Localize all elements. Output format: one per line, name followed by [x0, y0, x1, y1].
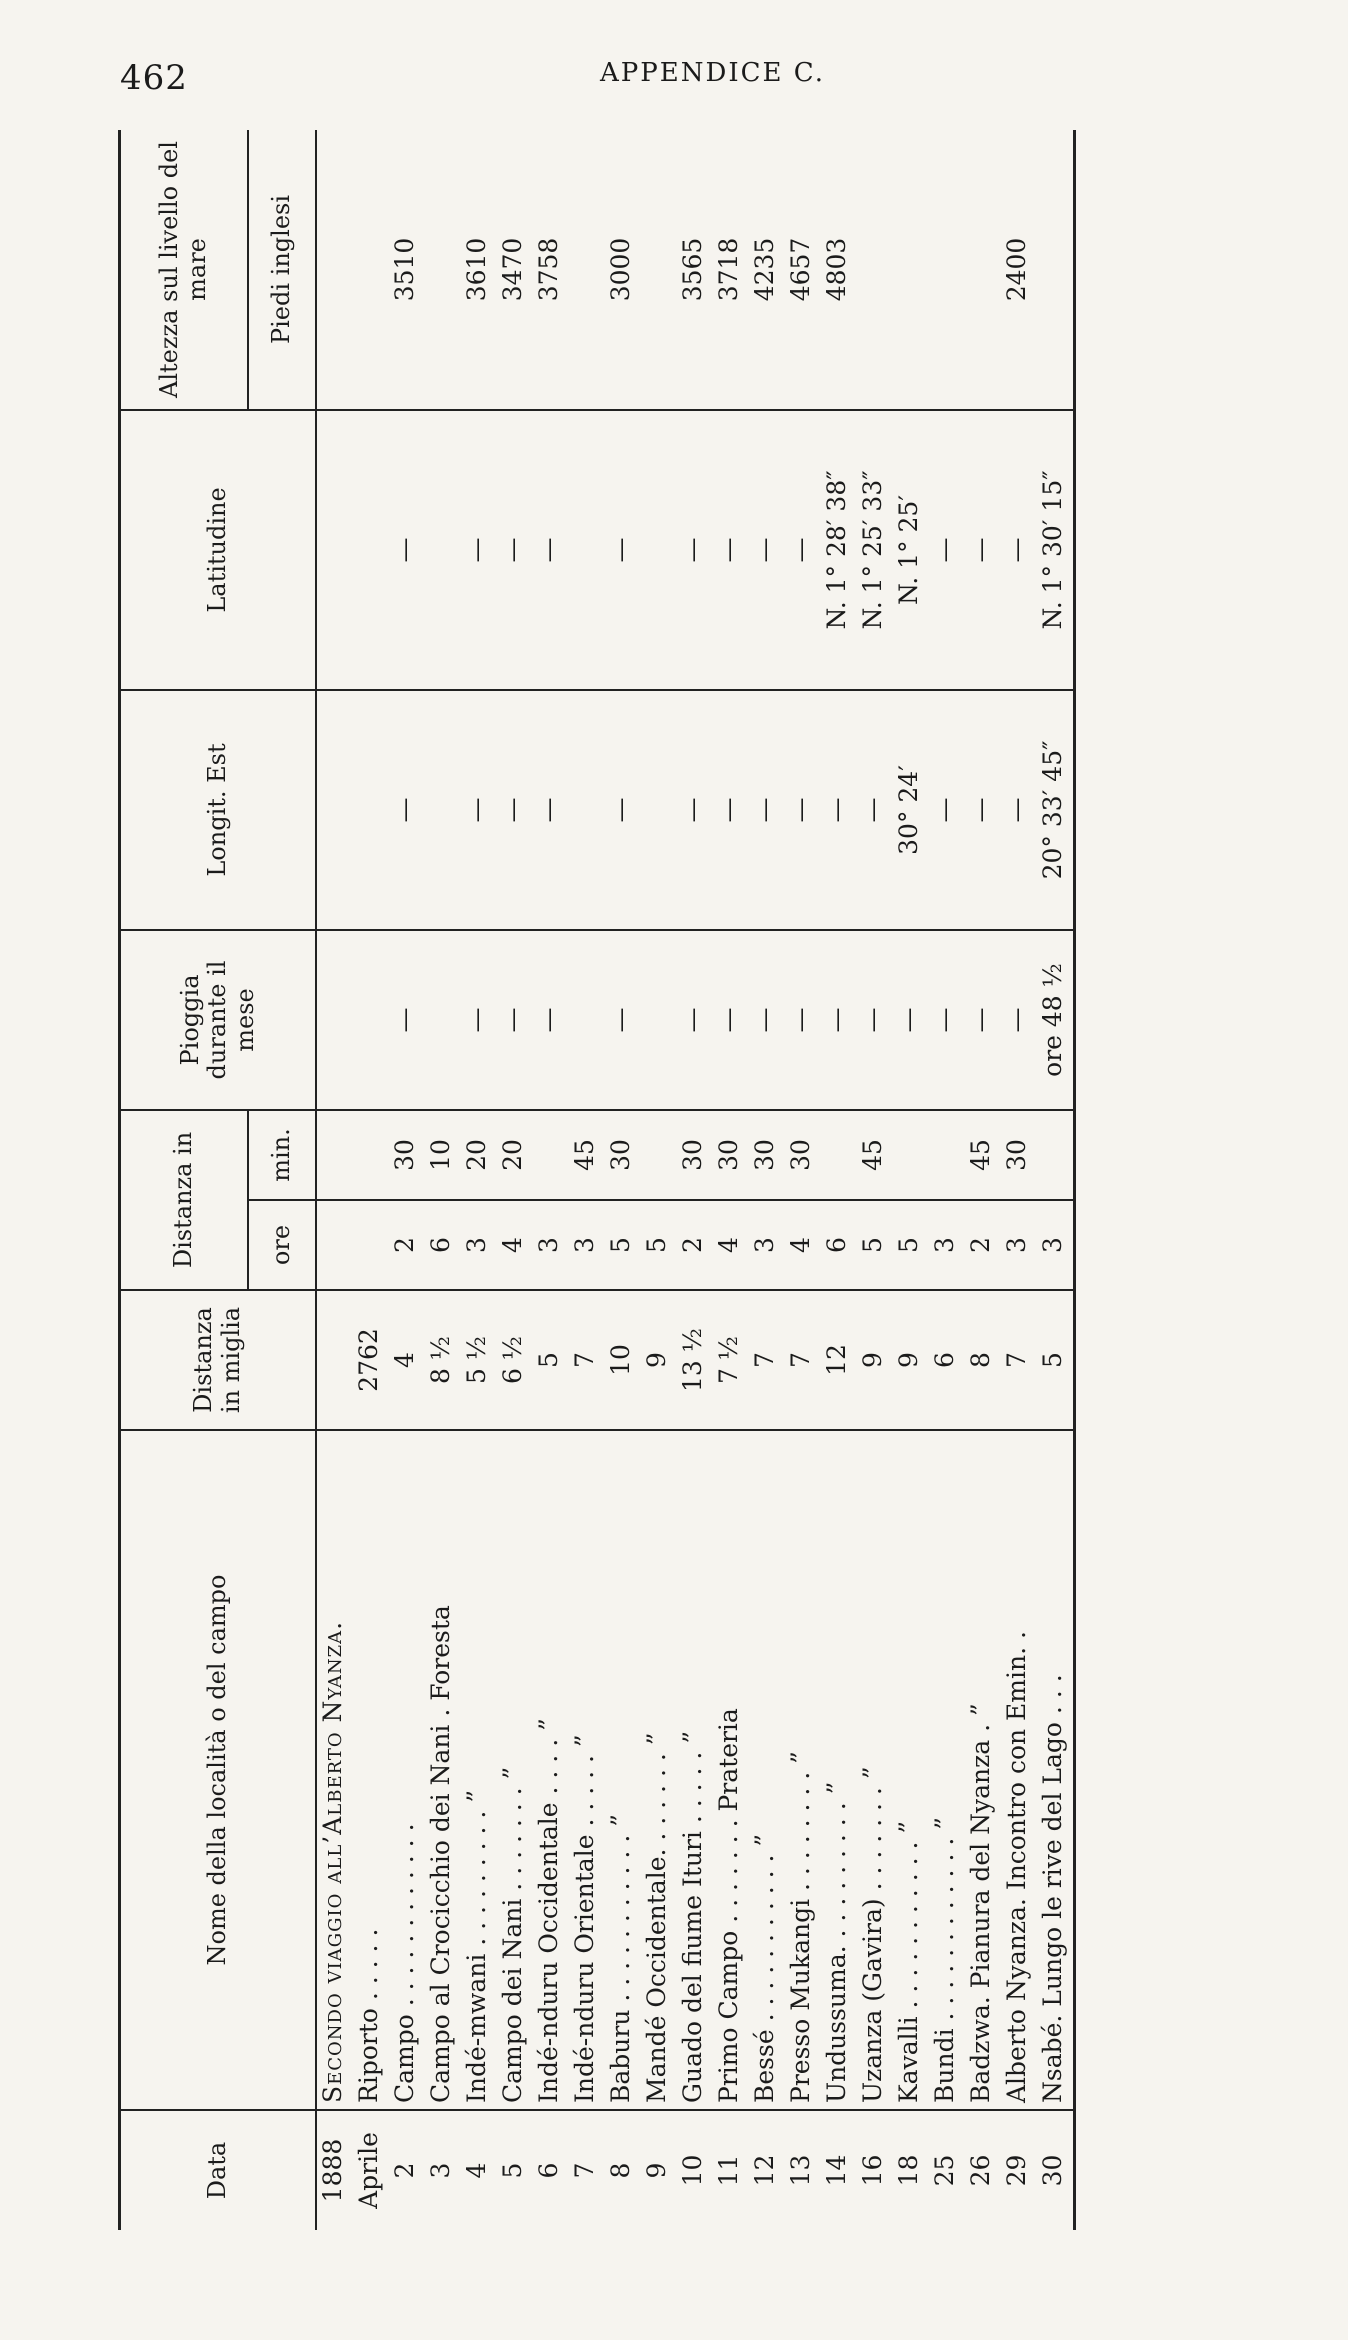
- section-row: [316, 130, 353, 2230]
- table-row: [821, 130, 857, 2230]
- table-row: [965, 130, 1001, 2230]
- location-name: Indé-nduru Orientale . . . . . ”: [569, 1430, 605, 2110]
- location-name: Primo Campo . . . . . . . Prateria: [713, 1430, 749, 2110]
- section-title: Secondo viaggio all’Alberto Nyanza.: [316, 1430, 353, 2110]
- header-ore: ore: [248, 1200, 316, 1290]
- table-row: [785, 130, 821, 2230]
- rainfall: —: [713, 930, 749, 1110]
- table-row: [425, 130, 461, 2230]
- riporto-miglia: 2762: [353, 1290, 389, 1430]
- header-data: Data: [120, 2110, 317, 2230]
- rainfall: [641, 930, 677, 1110]
- hours: 4: [497, 1200, 533, 1290]
- minutes: 30: [749, 1110, 785, 1200]
- table-row: [857, 130, 893, 2230]
- riporto-label: Riporto . . . . .: [353, 1430, 389, 2110]
- day-cell: 12: [750, 2154, 779, 2187]
- rainfall: —: [893, 930, 929, 1110]
- location-name: Mandé Occidentale. . . . . . . ”: [641, 1430, 677, 2110]
- latitude: —: [677, 410, 713, 690]
- hours: 3: [929, 1200, 965, 1290]
- distance-miles: 6: [929, 1290, 965, 1430]
- longitude: —: [749, 690, 785, 930]
- day-cell: 3: [426, 2162, 455, 2179]
- day-cell: 25: [930, 2154, 959, 2187]
- distance-miles: 7 ½: [713, 1290, 749, 1430]
- latitude: N. 1° 28′ 38″: [821, 410, 857, 690]
- latitude: N. 1° 30′ 15″: [1037, 410, 1075, 690]
- table-row: [461, 130, 497, 2230]
- minutes: 30: [677, 1110, 713, 1200]
- distance-miles: 7: [785, 1290, 821, 1430]
- longitude: —: [821, 690, 857, 930]
- latitude: —: [749, 410, 785, 690]
- longitude: —: [497, 690, 533, 930]
- hours: 6: [821, 1200, 857, 1290]
- location-name: Campo dei Nani . . . . . . . ”: [497, 1430, 533, 2110]
- minutes: 20: [497, 1110, 533, 1200]
- minutes: [893, 1110, 929, 1200]
- minutes: 30: [713, 1110, 749, 1200]
- minutes: [533, 1110, 569, 1200]
- distance-miles: 4: [389, 1290, 425, 1430]
- minutes: 30: [1001, 1110, 1037, 1200]
- longitude: —: [713, 690, 749, 930]
- longitude: —: [785, 690, 821, 930]
- rainfall: —: [965, 930, 1001, 1110]
- location-name: Campo . . . . . . . . . . . .: [389, 1430, 425, 2110]
- hours: 4: [785, 1200, 821, 1290]
- distance-miles: 5: [1037, 1290, 1075, 1430]
- altitude-feet: 3565: [677, 130, 713, 410]
- day-cell: 29: [1002, 2154, 1031, 2187]
- rainfall: —: [533, 930, 569, 1110]
- latitude: —: [389, 410, 425, 690]
- rainfall: —: [497, 930, 533, 1110]
- hours: 3: [749, 1200, 785, 1290]
- location-name: Indé-mwani . . . . . . . . . ”: [461, 1430, 497, 2110]
- longitude: —: [533, 690, 569, 930]
- day-cell: 14: [822, 2154, 851, 2187]
- latitude: —: [461, 410, 497, 690]
- location-name: Campo al Crocicchio dei Nani . Foresta: [425, 1430, 461, 2110]
- minutes: 45: [569, 1110, 605, 1200]
- minutes: [929, 1110, 965, 1200]
- table-row: [605, 130, 641, 2230]
- altitude-feet: 2400: [1001, 130, 1037, 410]
- rainfall: —: [461, 930, 497, 1110]
- longitude: —: [461, 690, 497, 930]
- longitude: —: [929, 690, 965, 930]
- altitude-feet: [965, 130, 1001, 410]
- longitude: —: [605, 690, 641, 930]
- day-cell: 6: [534, 2162, 563, 2179]
- distance-miles: 9: [893, 1290, 929, 1430]
- latitude: —: [497, 410, 533, 690]
- table-body: [316, 130, 1075, 2230]
- rainfall: —: [605, 930, 641, 1110]
- distance-miles: 7: [569, 1290, 605, 1430]
- day-cell: 11: [714, 2154, 743, 2187]
- hours: 5: [605, 1200, 641, 1290]
- location-name: Uzanza (Gavira) . . . . . . . ”: [857, 1430, 893, 2110]
- header-longitudine: Longit. Est: [120, 690, 317, 930]
- running-head: APPENDICE C.: [600, 58, 825, 88]
- minutes: 45: [965, 1110, 1001, 1200]
- altitude-feet: 3000: [605, 130, 641, 410]
- day-cell: 16: [858, 2154, 887, 2187]
- header-latitudine: Latitudine: [120, 410, 317, 690]
- table-row: [641, 130, 677, 2230]
- altitude-feet: 3610: [461, 130, 497, 410]
- minutes: 45: [857, 1110, 893, 1200]
- table-row: [677, 130, 713, 2230]
- location-name: Nsabé. Lungo le rive del Lago . . .: [1037, 1430, 1075, 2110]
- hours: 2: [677, 1200, 713, 1290]
- distance-miles: 9: [857, 1290, 893, 1430]
- location-name: Baburu . . . . . . . . . . . ”: [605, 1430, 641, 2110]
- day-cell: 30: [1038, 2154, 1067, 2187]
- rainfall: —: [929, 930, 965, 1110]
- minutes: 10: [425, 1110, 461, 1200]
- hours: 5: [857, 1200, 893, 1290]
- rainfall: —: [1001, 930, 1037, 1110]
- location-name: Guado del fiume Ituri . . . . . ”: [677, 1430, 713, 2110]
- minutes: [821, 1110, 857, 1200]
- latitude: —: [713, 410, 749, 690]
- location-name: Badzwa. Pianura del Nyanza . ”: [965, 1430, 1001, 2110]
- latitude: —: [1001, 410, 1037, 690]
- day-cell: 13: [786, 2154, 815, 2187]
- riporto-row: [353, 130, 389, 2230]
- distance-miles: 5: [533, 1290, 569, 1430]
- hours: 3: [461, 1200, 497, 1290]
- page-number: 462: [120, 58, 188, 98]
- rainfall: —: [857, 930, 893, 1110]
- hours: 3: [1001, 1200, 1037, 1290]
- minutes: [641, 1110, 677, 1200]
- altitude-feet: [893, 130, 929, 410]
- latitude: —: [533, 410, 569, 690]
- distance-miles: 7: [749, 1290, 785, 1430]
- location-name: Presso Mukangi . . . . . . . . ”: [785, 1430, 821, 2110]
- table-row: [893, 130, 929, 2230]
- hours: 5: [893, 1200, 929, 1290]
- longitude: [569, 690, 605, 930]
- minutes: 30: [785, 1110, 821, 1200]
- day-cell: 5: [498, 2162, 527, 2179]
- minutes: 30: [605, 1110, 641, 1200]
- day-cell: 26: [966, 2154, 995, 2187]
- distance-miles: 8 ½: [425, 1290, 461, 1430]
- longitude: —: [965, 690, 1001, 930]
- rainfall: —: [677, 930, 713, 1110]
- header-pioggia: Pioggia durante il mese: [120, 930, 317, 1110]
- altitude-feet: [569, 130, 605, 410]
- distance-miles: 5 ½: [461, 1290, 497, 1430]
- longitude: —: [677, 690, 713, 930]
- distance-miles: 8: [965, 1290, 1001, 1430]
- distance-miles: 12: [821, 1290, 857, 1430]
- longitude: —: [389, 690, 425, 930]
- hours: 4: [713, 1200, 749, 1290]
- rainfall: ore 48 ½: [1037, 930, 1075, 1110]
- hours: 3: [569, 1200, 605, 1290]
- table-row: [1037, 130, 1075, 2230]
- latitude: —: [785, 410, 821, 690]
- distance-miles: 9: [641, 1290, 677, 1430]
- rainfall: —: [785, 930, 821, 1110]
- latitude: —: [965, 410, 1001, 690]
- latitude: [425, 410, 461, 690]
- altitude-feet: [857, 130, 893, 410]
- rainfall: —: [821, 930, 857, 1110]
- longitude: [641, 690, 677, 930]
- rainfall: —: [389, 930, 425, 1110]
- table-row: [389, 130, 425, 2230]
- altitude-feet: 3758: [533, 130, 569, 410]
- distance-miles: 6 ½: [497, 1290, 533, 1430]
- latitude: N. 1° 25′ 33″: [857, 410, 893, 690]
- hours: 3: [533, 1200, 569, 1290]
- header-piedi: Piedi inglesi: [248, 130, 316, 410]
- distance-miles: 7: [1001, 1290, 1037, 1430]
- altitude-feet: 4235: [749, 130, 785, 410]
- minutes: [1037, 1110, 1075, 1200]
- table-row: [569, 130, 605, 2230]
- year-cell: 1888: [318, 2138, 347, 2203]
- header-min: min.: [248, 1110, 316, 1200]
- distance-miles: 10: [605, 1290, 641, 1430]
- day-cell: 4: [462, 2162, 491, 2179]
- location-name: Indé-nduru Occidentale . . . . ”: [533, 1430, 569, 2110]
- rainfall: —: [749, 930, 785, 1110]
- table-row: [1001, 130, 1037, 2230]
- location-name: Alberto Nyanza. Incontro con Emin. .: [1001, 1430, 1037, 2110]
- rotated-table-container: [118, 130, 1296, 2230]
- location-name: Undussuma. . . . . . . . . . ”: [821, 1430, 857, 2110]
- day-cell: 10: [678, 2154, 707, 2187]
- rainfall: [569, 930, 605, 1110]
- table-row: [713, 130, 749, 2230]
- longitude: —: [857, 690, 893, 930]
- altitude-feet: 3510: [389, 130, 425, 410]
- itinerary-table: [118, 130, 1076, 2230]
- minutes: 20: [461, 1110, 497, 1200]
- longitude: [425, 690, 461, 930]
- altitude-feet: 4803: [821, 130, 857, 410]
- hours: 5: [641, 1200, 677, 1290]
- latitude: —: [929, 410, 965, 690]
- table-row: [533, 130, 569, 2230]
- latitude: [569, 410, 605, 690]
- location-name: Kavalli . . . . . . . . . . . ”: [893, 1430, 929, 2110]
- altitude-feet: 3718: [713, 130, 749, 410]
- table-row: [497, 130, 533, 2230]
- altitude-feet: [1037, 130, 1075, 410]
- altitude-feet: [641, 130, 677, 410]
- hours: 2: [389, 1200, 425, 1290]
- latitude: —: [605, 410, 641, 690]
- header-nome: Nome della località o del campo: [120, 1430, 317, 2110]
- day-cell: 2: [390, 2162, 419, 2179]
- month-cell: Aprile: [354, 2132, 383, 2209]
- hours: 2: [965, 1200, 1001, 1290]
- rainfall: [425, 930, 461, 1110]
- altitude-feet: [425, 130, 461, 410]
- longitude: 20° 33′ 45″: [1037, 690, 1075, 930]
- altitude-feet: 3470: [497, 130, 533, 410]
- header-altezza: Altezza sul livello del mare: [120, 130, 249, 410]
- day-cell: 9: [642, 2162, 671, 2179]
- location-name: Bundi . . . . . . . . . . . . ”: [929, 1430, 965, 2110]
- header-distanza-tempo: Distanza in: [120, 1110, 249, 1290]
- day-cell: 7: [570, 2162, 599, 2179]
- table-row: [929, 130, 965, 2230]
- altitude-feet: 4657: [785, 130, 821, 410]
- hours: 3: [1037, 1200, 1075, 1290]
- header-distanza-miglia: Distanza in miglia: [120, 1290, 317, 1430]
- minutes: 30: [389, 1110, 425, 1200]
- day-cell: 8: [606, 2162, 635, 2179]
- longitude: 30° 24′: [893, 690, 929, 930]
- longitude: —: [1001, 690, 1037, 930]
- distance-miles: 13 ½: [677, 1290, 713, 1430]
- location-name: Bessé . . . . . . . . . . . ”: [749, 1430, 785, 2110]
- table-row: [749, 130, 785, 2230]
- day-cell: 18: [894, 2154, 923, 2187]
- altitude-feet: [929, 130, 965, 410]
- latitude: N. 1° 25′: [893, 410, 929, 690]
- latitude: [641, 410, 677, 690]
- hours: 6: [425, 1200, 461, 1290]
